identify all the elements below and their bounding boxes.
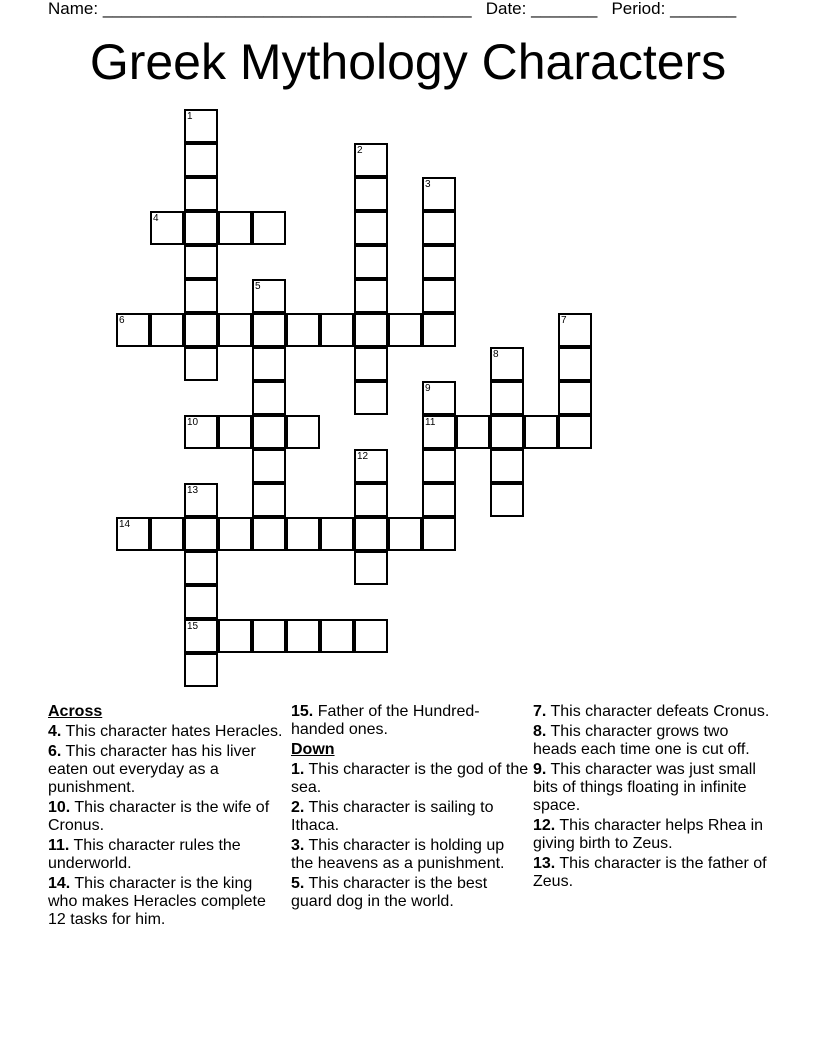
grid-cell-2[interactable] (354, 143, 388, 177)
clue-down-2 (291, 799, 529, 835)
clue-number-label: 3 (425, 179, 431, 190)
grid-cell[interactable] (218, 313, 252, 347)
clue-number: 7. (533, 703, 547, 720)
clue-number: 14. (48, 875, 71, 892)
clue-number-label: 6 (119, 315, 125, 326)
grid-cell[interactable] (218, 619, 252, 653)
grid-cell-13[interactable] (184, 483, 218, 517)
clue-text: This character rules the underworld. (48, 837, 241, 872)
clue-text: Father of the Hundred-handed ones. (291, 703, 480, 738)
clue-text: This character is the god of the sea. (291, 761, 529, 796)
grid-cell[interactable] (150, 313, 184, 347)
grid-cell[interactable] (184, 211, 218, 245)
clue-down-13 (533, 855, 771, 891)
grid-cell[interactable] (422, 449, 456, 483)
clue-number-label: 4 (153, 213, 159, 224)
clue-number-label: 12 (357, 451, 369, 462)
grid-cell[interactable] (252, 483, 286, 517)
grid-cell[interactable] (354, 381, 388, 415)
grid-cell[interactable] (252, 313, 286, 347)
clue-number: 3. (291, 837, 305, 854)
grid-cell[interactable] (252, 517, 286, 551)
clue-text: This character defeats Cronus. (550, 703, 770, 720)
grid-cell[interactable] (354, 551, 388, 585)
clue-number: 1. (291, 761, 305, 778)
grid-cell[interactable] (354, 619, 388, 653)
grid-cell-1[interactable] (184, 109, 218, 143)
date-label: Date: (485, 0, 527, 18)
clue-number-label: 8 (493, 349, 499, 360)
grid-cell-11[interactable] (422, 415, 456, 449)
clue-down-8 (533, 723, 771, 759)
grid-cell[interactable] (184, 313, 218, 347)
grid-cell[interactable] (422, 211, 456, 245)
grid-cell-9[interactable] (422, 381, 456, 415)
grid-cell[interactable] (558, 415, 592, 449)
grid-cell-7[interactable] (558, 313, 592, 347)
grid-cell[interactable] (354, 211, 388, 245)
grid-cell[interactable] (218, 415, 252, 449)
down-heading: Down (291, 741, 335, 758)
grid-cell[interactable] (184, 347, 218, 381)
clue-down-3 (291, 837, 529, 873)
grid-cell[interactable] (252, 347, 286, 381)
clue-number-label: 13 (187, 485, 199, 496)
clue-number: 10. (48, 799, 71, 816)
date-field[interactable]: _______ (531, 0, 598, 18)
clue-text: This character hates Heracles. (65, 723, 283, 740)
clue-number: 6. (48, 743, 62, 760)
clue-across-11 (48, 837, 286, 873)
clue-text: This character helps Rhea in giving birth to Zeus. (533, 817, 764, 852)
clue-column-3 (533, 703, 771, 893)
grid-cell[interactable] (252, 619, 286, 653)
clue-number: 11. (48, 837, 70, 854)
grid-cell[interactable] (456, 415, 490, 449)
clue-down-1 (291, 761, 529, 797)
clue-number: 4. (48, 723, 62, 740)
grid-cell[interactable] (184, 585, 218, 619)
grid-cell-8[interactable] (490, 347, 524, 381)
clue-number-label: 5 (255, 281, 261, 292)
grid-cell[interactable] (490, 483, 524, 517)
clue-across-10 (48, 799, 286, 835)
clue-down-12 (533, 817, 771, 853)
grid-cell[interactable] (558, 381, 592, 415)
grid-cell[interactable] (252, 381, 286, 415)
grid-cell[interactable] (184, 245, 218, 279)
grid-cell[interactable] (286, 517, 320, 551)
grid-cell[interactable] (252, 415, 286, 449)
grid-cell[interactable] (184, 177, 218, 211)
clue-number-label: 11 (425, 417, 436, 428)
clue-column-2 (291, 703, 529, 913)
grid-cell[interactable] (286, 415, 320, 449)
grid-cell[interactable] (252, 449, 286, 483)
grid-cell[interactable] (354, 517, 388, 551)
clue-number: 9. (533, 761, 547, 778)
page-title: Greek Mythology Characters (89, 34, 727, 90)
clue-number-label: 14 (119, 519, 131, 530)
clue-text: This character is holding up the heavens as a punishment. (291, 837, 505, 872)
grid-cell[interactable] (184, 551, 218, 585)
clue-number-label: 2 (357, 145, 363, 156)
grid-cell[interactable] (184, 653, 218, 687)
period-field[interactable]: _______ (670, 0, 737, 18)
clue-text: This character is the best guard dog in the world. (291, 875, 488, 910)
grid-cell-12[interactable] (354, 449, 388, 483)
clue-number: 13. (533, 855, 556, 872)
grid-cell[interactable] (184, 517, 218, 551)
grid-cell[interactable] (354, 313, 388, 347)
clue-across-14 (48, 875, 286, 929)
clue-number: 2. (291, 799, 305, 816)
name-field[interactable]: _______________________________________ (102, 0, 472, 18)
clue-across-15 (291, 703, 529, 739)
grid-cell[interactable] (422, 245, 456, 279)
grid-cell[interactable] (388, 517, 422, 551)
grid-cell[interactable] (218, 211, 252, 245)
clue-number-label: 15 (187, 621, 199, 632)
grid-cell-4[interactable] (150, 211, 184, 245)
clue-down-7 (533, 703, 771, 721)
clue-text: This character is the king who makes Heracles complete 12 tasks for him. (48, 875, 266, 928)
grid-cell[interactable] (286, 313, 320, 347)
grid-cell[interactable] (354, 347, 388, 381)
across-heading: Across (48, 703, 103, 720)
clue-text: This character grows two heads each time one is cut off. (533, 723, 750, 758)
grid-cell[interactable] (320, 517, 354, 551)
grid-cell[interactable] (354, 483, 388, 517)
clue-text: This character is the father of Zeus. (533, 855, 767, 890)
grid-cell[interactable] (524, 415, 558, 449)
grid-cell[interactable] (354, 177, 388, 211)
grid-cell-3[interactable] (422, 177, 456, 211)
clue-number-label: 7 (561, 315, 567, 326)
grid-cell[interactable] (286, 619, 320, 653)
clue-down-9 (533, 761, 771, 815)
clue-number-label: 1 (187, 111, 193, 122)
clue-number: 5. (291, 875, 305, 892)
clue-number-label: 9 (425, 383, 431, 394)
grid-cell[interactable] (150, 517, 184, 551)
clue-across-4 (48, 723, 286, 741)
clue-text: This character has his liver eaten out everyday as a punishment. (48, 743, 256, 796)
grid-cell[interactable] (558, 347, 592, 381)
grid-cell-10[interactable] (184, 415, 218, 449)
clue-down-5 (291, 875, 529, 911)
grid-cell[interactable] (320, 619, 354, 653)
grid-cell[interactable] (490, 415, 524, 449)
name-label: Name: (48, 0, 99, 18)
grid-cell[interactable] (388, 313, 422, 347)
clue-number-label: 10 (187, 417, 199, 428)
grid-cell[interactable] (422, 483, 456, 517)
grid-cell[interactable] (320, 313, 354, 347)
period-label: Period: (611, 0, 666, 18)
clue-number: 8. (533, 723, 547, 740)
clue-number: 15. (291, 703, 314, 720)
clue-across-6 (48, 743, 286, 797)
clue-text: This character is sailing to Ithaca. (291, 799, 494, 834)
grid-cell[interactable] (218, 517, 252, 551)
grid-cell-15[interactable] (184, 619, 218, 653)
grid-cell[interactable] (184, 279, 218, 313)
grid-cell[interactable] (354, 279, 388, 313)
clue-column-1 (48, 703, 286, 931)
clue-text: This character is the wife of Cronus. (48, 799, 270, 834)
grid-cell[interactable] (422, 313, 456, 347)
grid-cell[interactable] (252, 211, 286, 245)
grid-cell[interactable] (490, 449, 524, 483)
grid-cell[interactable] (422, 279, 456, 313)
grid-cell-5[interactable] (252, 279, 286, 313)
grid-cell-14[interactable] (116, 517, 150, 551)
grid-cell[interactable] (354, 245, 388, 279)
clue-text: This character was just small bits of things floating in infinite space. (533, 761, 756, 814)
clue-number: 12. (533, 817, 556, 834)
grid-cell-6[interactable] (116, 313, 150, 347)
grid-cell[interactable] (422, 517, 456, 551)
grid-cell[interactable] (490, 381, 524, 415)
grid-cell[interactable] (184, 143, 218, 177)
